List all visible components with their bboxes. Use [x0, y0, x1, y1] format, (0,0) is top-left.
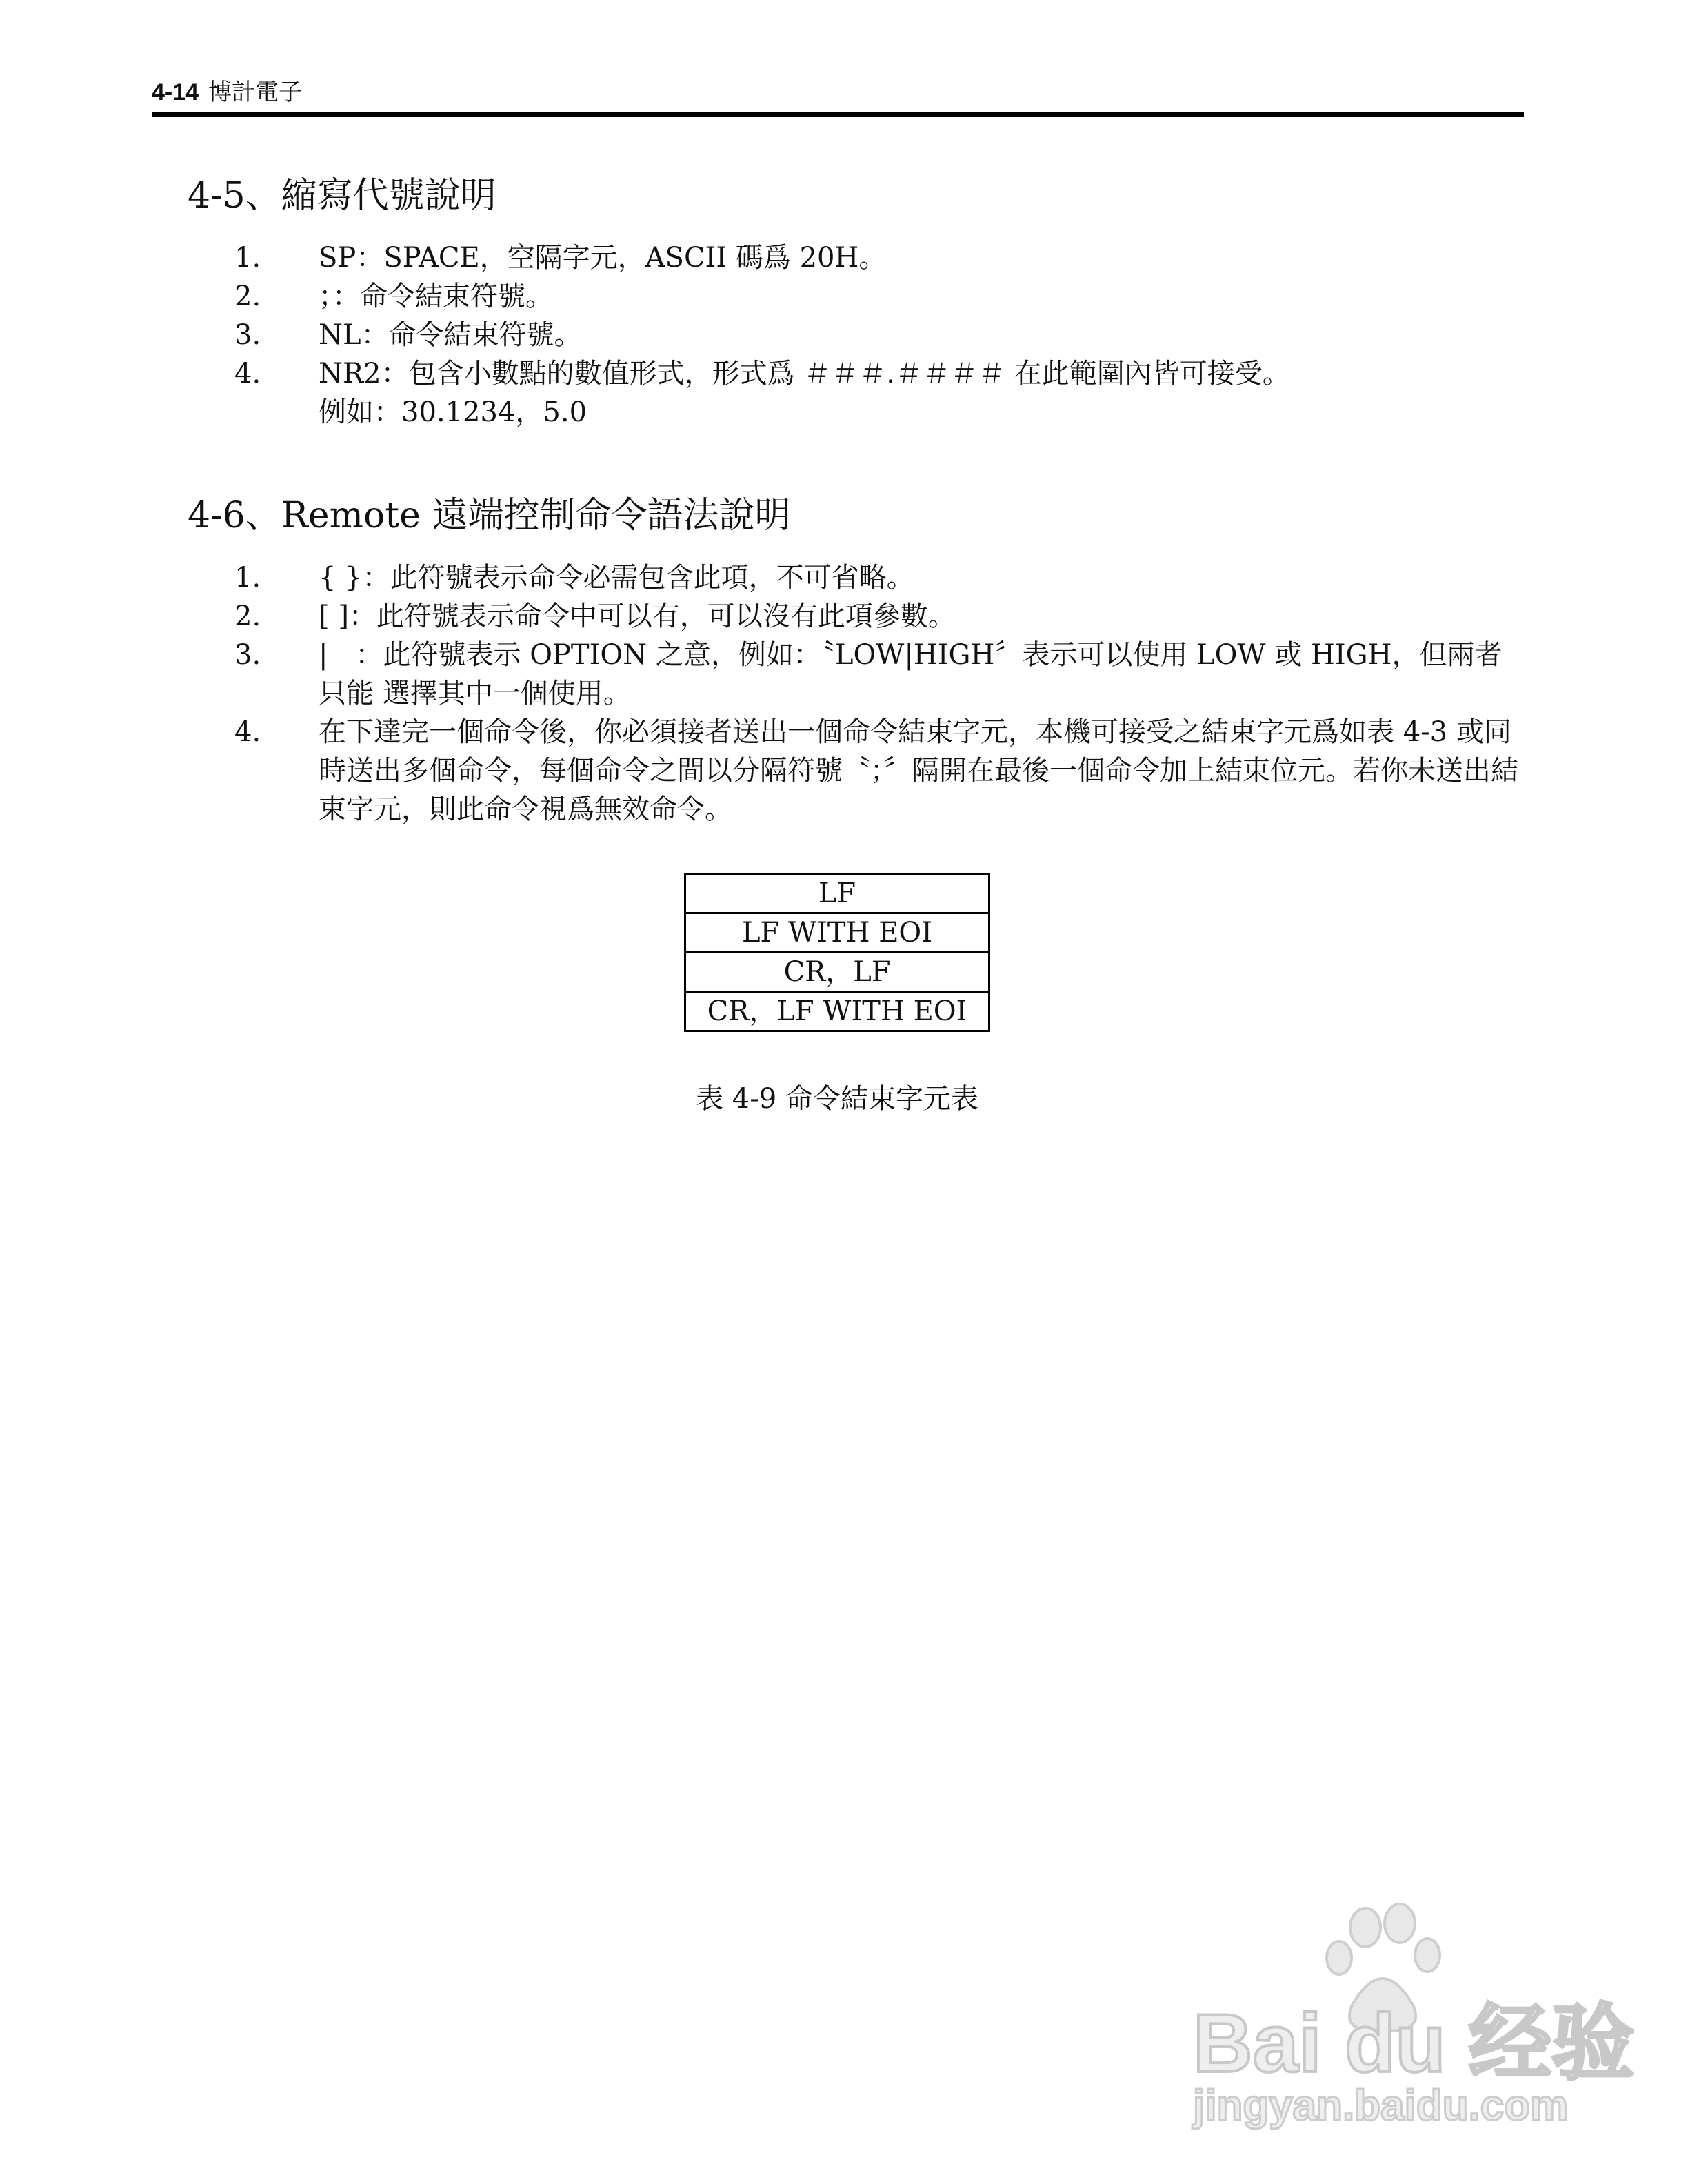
page-header: [152, 77, 1524, 114]
watermark-brand: Bai du 经验: [1193, 1997, 1635, 2090]
item-text: | ：此符號表示 OPTION 之意，例如：〝LOW|HIGH〞表示可以使用 LOW 或 HIGH，但兩者只能 選擇其中一個使用。: [319, 639, 1503, 709]
list-item: [234, 636, 1524, 713]
item-number: 3.: [234, 639, 261, 671]
item-number: 2.: [234, 600, 261, 632]
list-item: [234, 239, 1524, 277]
table-row: [685, 953, 989, 992]
company-name: 博計電子: [208, 79, 303, 106]
item-number: 2.: [234, 281, 261, 312]
table-row: [685, 874, 989, 913]
table-cell: CR，LF WITH EOI: [685, 992, 989, 1031]
list-item: [234, 354, 1524, 432]
table-caption: 表 4-9 命令結束字元表: [696, 1083, 978, 1115]
item-text: SP：SPACE，空隔字元，ASCII 碼爲 20H。: [319, 242, 887, 274]
list-item: [234, 277, 1524, 316]
header-text: [152, 77, 302, 108]
baidu-watermark: [1179, 1903, 1635, 2130]
table-row: [685, 992, 989, 1031]
item-text: ；：命令結束符號。: [319, 281, 553, 312]
watermark-url: jingyan.baidu.com: [1193, 2082, 1569, 2130]
table-cell: LF: [685, 874, 989, 913]
header-rule: [152, 112, 1524, 117]
table-cell: CR，LF: [685, 953, 989, 992]
list-item: [234, 597, 1524, 636]
table-row: [685, 913, 989, 953]
section-4-5-title: 4-5、縮寫代號說明: [188, 175, 496, 216]
page-number: 4-14: [152, 79, 199, 105]
item-number: 4.: [234, 358, 261, 390]
item-number: 1.: [234, 242, 261, 274]
item-text: { }：此符號表示命令必需包含此項，不可省略。: [319, 562, 914, 594]
list-item: [234, 713, 1524, 829]
item-number: 1.: [234, 562, 261, 594]
item-text: NR2：包含小數點的數值形式，形式爲 ＃＃＃.＃＃＃＃ 在此範圍內皆可接受。: [319, 358, 1290, 390]
item-number: 3.: [234, 319, 261, 351]
terminator-table: [684, 873, 990, 1032]
item-example-text: 例如：30.1234，5.0: [319, 396, 587, 428]
item-number: 4.: [234, 716, 261, 748]
table-cell: LF WITH EOI: [685, 913, 989, 953]
list-item: [234, 558, 1524, 597]
section-4-6-title: 4-6、Remote 遠端控制命令語法說明: [188, 495, 791, 536]
section-4-5-list: [234, 239, 1524, 432]
item-text: 在下達完一個命令後，你必須接者送出一個命令結束字元，本機可接受之結束字元爲如表 4-3 或同時送出多個命令，每個命令之間以分隔符號〝；〞隔開在最後一個命令加上結束位元。若你未送出結束字元，則此命令視爲無效命令。: [319, 716, 1518, 825]
item-text: NL：命令結束符號。: [319, 319, 582, 351]
section-4-6-list: [234, 558, 1524, 829]
list-item: [234, 316, 1524, 354]
item-text: [ ]：此符號表示命令中可以有，可以沒有此項參數。: [319, 600, 956, 632]
